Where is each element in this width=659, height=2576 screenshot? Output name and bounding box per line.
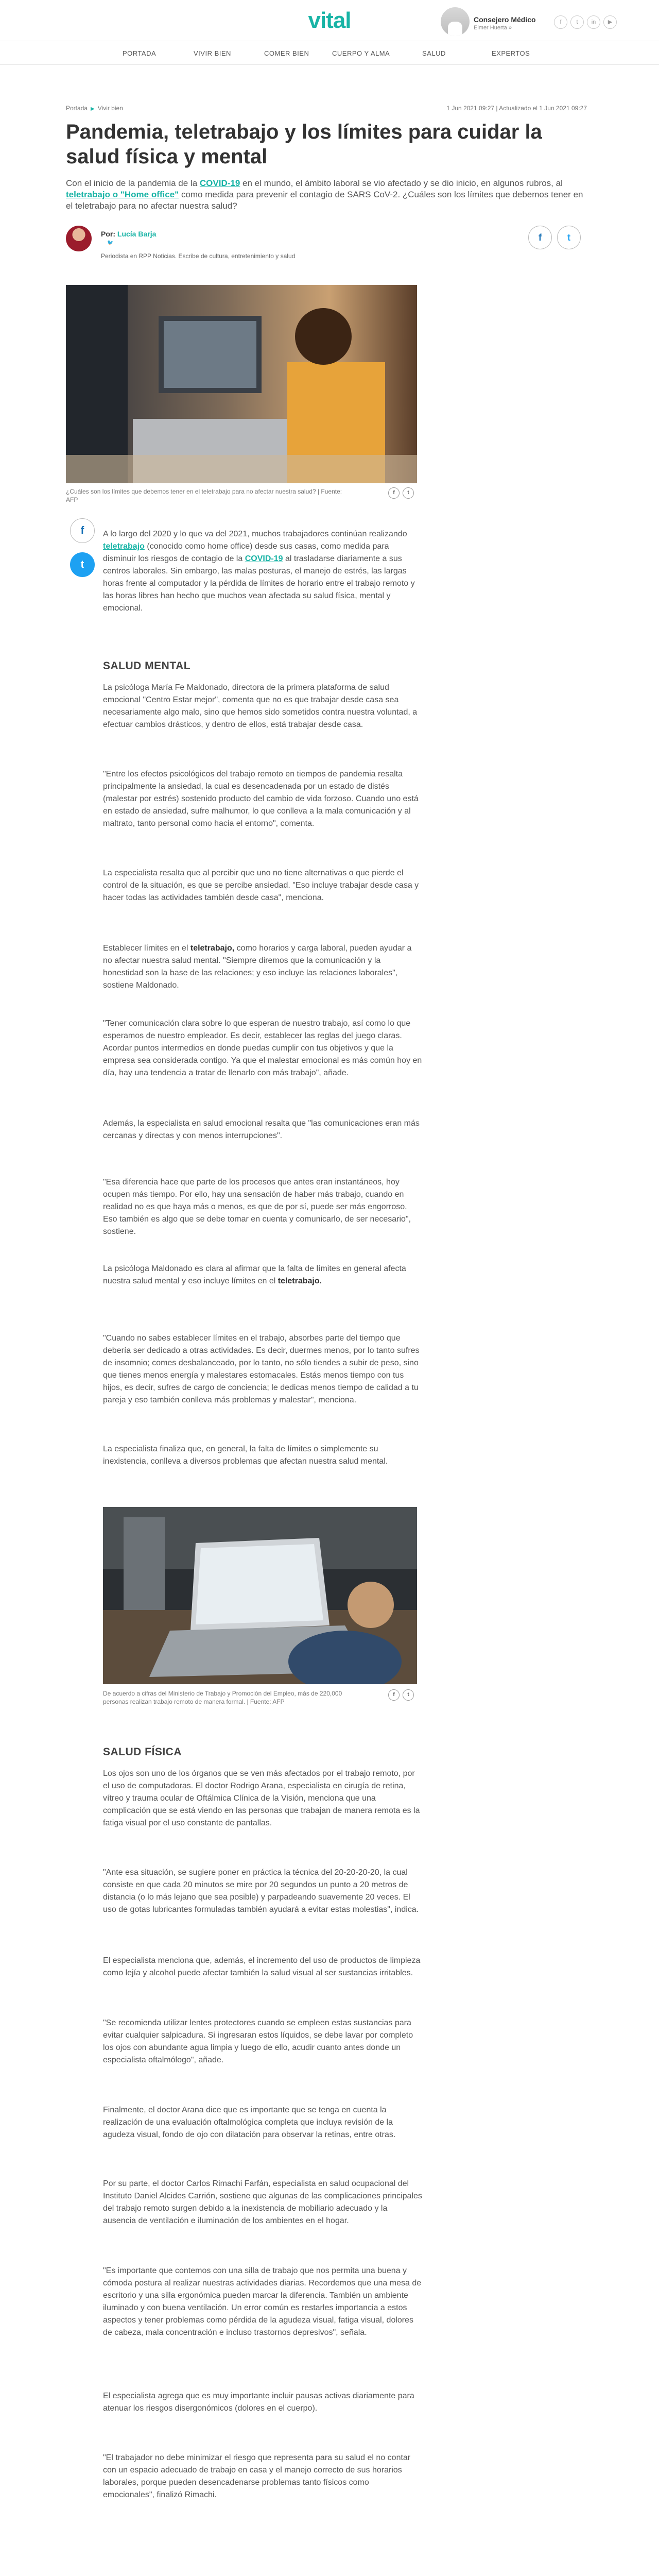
author-avatar[interactable] <box>66 226 92 251</box>
nav-comer-bien[interactable]: COMER BIEN <box>264 49 309 57</box>
article-paragraph: A lo largo del 2020 y lo que va del 2021, muchos trabajadores continúan realizando teletrabajo (conocido como home office) desde sus casas, como medida para disminuir los riesgos de contagio de la COVID-19 al trasladarse diariamente a sus centros laborales. Sin embargo, las malas posturas, el manejo de estrés, las largas horas frente al computador y la pérdida de límites de horario entre el trabajo remoto y las horas libres han hecho que muchos vean afectada su salud física, mental y emocional. <box>103 530 415 613</box>
photo2-facebook-share-icon[interactable]: f <box>388 1689 400 1701</box>
article-paragraph: La psicóloga María Fe Maldonado, directora de la primera plataforma de salud emocional "Centro Estar mejor", comenta que no es que trabajar desde casa sea necesariamente algo malo, sino que hemos sido sometidos contra nuestra voluntad, a efectuar cambios drásticos, y dentro de ellos, está trabajar desde casa. <box>103 683 418 729</box>
article-paragraph: "Tener comunicación clara sobre lo que esperan de nuestro trabajo, así como lo que esperamos de nuestro empleador. Es decir, establecer las reglas del juego claras. Acordar puntos intermedios en donde puedas cumplir con tus objetivos y que la empresa sea considerada contigo. Ya que el malestar emocional es más común hoy en día, hay una tendencia a tratar de llenarlo con más trabajo", añade. <box>103 1019 422 1077</box>
article-second-photo <box>103 1507 417 1684</box>
nav-cuerpo-y-alma[interactable]: CUERPO Y ALMA <box>332 49 390 57</box>
photo2-twitter-share-icon[interactable]: t <box>403 1689 414 1701</box>
consejero-medico-link[interactable] <box>441 5 550 37</box>
author-byline: Por: Lucía Barja <box>101 230 157 238</box>
article-title: Pandemia, teletrabajo y los límites para cuidar la salud física y mental <box>66 121 542 168</box>
facebook-share-button[interactable]: f <box>528 226 552 249</box>
article-main-photo <box>66 285 417 483</box>
nav-salud[interactable]: SALUD <box>422 49 446 57</box>
side-twitter-share-button[interactable]: t <box>70 552 95 577</box>
doctor-avatar <box>441 7 470 36</box>
breadcrumb-home[interactable]: Portada <box>66 105 88 112</box>
article-paragraph: Los ojos son uno de los órganos que se ven más afectados por el trabajo remoto, por el uso de computadoras. El doctor Rodrigo Arana, especialista en cirugía de retina, vítreo y trauma ocular de Oftálmica Clínica de la Visión, menciona que una complicación que se está viendo en las personas que trabajan de manera remota es la fatiga visual por el uso constante de pantallas. <box>103 1769 420 1827</box>
photo1-facebook-share-icon[interactable]: f <box>388 487 400 499</box>
main-nav <box>0 41 659 65</box>
article-paragraph: "Entre los efectos psicológicos del trabajo remoto en tiempos de pandemia resalta principalmente la ansiedad, la cual es desencadenada por un estado de distés (malestar por estrés) sostenido producto del cambio de vida forzoso. Cuando uno está en estado de ansiedad, sufre malhumor, lo que conlleva a la mala comunicación y al maltrato, tanto personal como hacia el entorno", comenta. <box>103 770 419 828</box>
woman-at-laptop-image <box>66 285 417 483</box>
teletrabajo-link[interactable]: teletrabajo o "Home office" <box>66 190 179 199</box>
site-header <box>0 0 659 41</box>
teletrabajo-body-link[interactable]: teletrabajo <box>103 542 145 551</box>
article-paragraph: "Es importante que contemos con una silla de trabajo que nos permita una buena y cómoda postura al realizar nuestras actividades diarias. Recordemos que una mesa de escritorio y una silla ergonómica pueden marcar la diferencia. También un ambiente iluminado y con buena ventilación. Un error común es restarles importancia a estos aspectos y tener problemas como pérdida de la agudeza visual, fatiga visual, dolores de cabeza, mala concentración e incluso trastornos depresivos", señala. <box>103 2266 422 2337</box>
chevron-right-icon: ▶ <box>91 106 95 112</box>
article-paragraph: Además, la especialista en salud emocional resalta que "las comunicaciones eran más cercanas y directas y con menos interrupciones". <box>103 1119 420 1140</box>
article-paragraph: La especialista resalta que al percibir que uno no tiene alternativas o que pierde el control de la situación, es que se percibe ansiedad. "Eso incluye trabajar desde casa y hacer todas las actividades también desde casa", menciona. <box>103 869 419 902</box>
nav-expertos[interactable]: EXPERTOS <box>492 49 530 57</box>
photo1-caption: ¿Cuáles son los límites que debemos tener en el teletrabajo para no afectar nuestra salud? | Fuente: AFP <box>66 488 342 503</box>
nav-vivir-bien[interactable]: VIVIR BIEN <box>194 49 231 57</box>
site-logo[interactable]: vital <box>308 8 351 33</box>
author-name-link[interactable]: Lucía Barja <box>117 230 157 238</box>
instagram-icon[interactable]: in <box>587 15 600 29</box>
covid-body-link[interactable]: COVID-19 <box>245 554 283 563</box>
article-paragraph: Por su parte, el doctor Carlos Rimachi Farfán, especialista en salud ocupacional del Instituto Daniel Alcides Carrión, sostiene que algunas de las complicaciones principales del trabajo remoto surgen debido a la inexistencia de mobiliario adecuado y la ausencia de ventilación e iluminación de los ambientes en el hogar. <box>103 2179 422 2225</box>
section-heading-salud-mental: SALUD MENTAL <box>103 660 191 672</box>
photo1-twitter-share-icon[interactable]: t <box>403 487 414 499</box>
article-paragraph: El especialista agrega que es muy importante incluir pausas activas diariamente para atenuar los riesgos disergonómicos (dolores en el cuerpo). <box>103 2392 414 2413</box>
consejero-title: Consejero Médico <box>474 15 536 24</box>
article-paragraph: Finalmente, el doctor Arana dice que es importante que se tenga en cuenta la realización de una evaluación oftalmológica completa que incluya revisión de la agudeza visual, fondo de ojo con dilatación para observar la retinas, entre otras. <box>103 2106 396 2139</box>
article-paragraph: "El trabajador no debe minimizar el riesgo que representa para su salud el no contar con un espacio adecuado de trabajo en casa y el manejo correcto de sus horarios laborales, porque pueden desencadenarse problemas tanto físicos como emocionales", finalizó Rimachi. <box>103 2453 411 2499</box>
article-paragraph: El especialista menciona que, además, el incremento del uso de productos de limpieza como lejía y alcohol puede afectar también la salud visual al ser sustancias irritables. <box>103 1956 421 1977</box>
youtube-icon[interactable]: ▶ <box>603 15 617 29</box>
breadcrumb <box>66 105 123 112</box>
laptop-remote-work-image <box>103 1507 417 1684</box>
article-paragraph: "Esa diferencia hace que parte de los procesos que antes eran instantáneos, hoy ocupen más tiempo. Por ello, hay una sensación de haber más trabajo, cuando en realidad no es que haya más o menos, es que de por sí, puede ser más engorroso. Eso también es algo que se debe tomar en cuenta y comunicarlo, de ser necesario", sostiene. <box>103 1178 411 1236</box>
article-lead: Con el inicio de la pandemia de la COVID-19 en el mundo, el ámbito laboral se vio afectado y se dio inicio, en algunos rubros, al teletrabajo o "Home office" como medida para prevenir el contagio de SARS CoV-2. ¿Cuáles son los límites que debemos tener en el teletrabajo para no afectar nuestra salud? <box>66 178 583 211</box>
author-description: Periodista en RPP Noticias. Escribe de cultura, entretenimiento y salud <box>101 252 296 260</box>
side-facebook-share-button[interactable]: f <box>70 518 95 543</box>
twitter-icon[interactable]: t <box>570 15 584 29</box>
facebook-icon[interactable]: f <box>554 15 567 29</box>
section-heading-salud-fisica: SALUD FÍSICA <box>103 1746 182 1758</box>
article-paragraph: Establecer límites en el teletrabajo, como horarios y carga laboral, pueden ayudar a no afectar nuestra salud mental. "Siempre diremos que la comunicación y la honestidad son la base de las relaciones; y eso incluye las relaciones laborales", sostiene Maldonado. <box>103 944 412 990</box>
article-paragraph: "Ante esa situación, se sugiere poner en práctica la técnica del 20-20-20-20, la cual consiste en que cada 20 minutos se mire por 20 segundos un punto a 20 metros de distancia (o lo más lejano que sea posible) y parpadeando suavemente 20 veces. El uso de gotas lubricantes formuladas también ayudará a evitar estas molestias", indica. <box>103 1868 419 1914</box>
photo2-caption: De acuerdo a cifras del Ministerio de Trabajo y Promoción del Empleo, más de 220,000 personas realizan trabajo remoto de manera formal. | Fuente: AFP <box>103 1690 342 1705</box>
article-paragraph: "Cuando no sabes establecer límites en el trabajo, absorbes parte del tiempo que debería ser dedicado a otras actividades. Es decir, duermes menos, por lo tanto sufres de insomnio; comes desbalanceado, por lo tanto, no sólo tiendes a subir de peso, sino que tienes menos energía y malestares estomacales. Estás menos tiempo con tus hijos, es decir, sufres de cargo de conciencia; le dedicas menos tiempo de calidad a tu pareja y eso también conlleva más problemas y malestar", menciona. <box>103 1334 420 1404</box>
publish-dates: 1 Jun 2021 09:27 | Actualizado el 1 Jun 2021 09:27 <box>446 105 587 112</box>
consejero-subtitle: Elmer Huerta » <box>474 25 512 31</box>
twitter-share-button[interactable]: t <box>557 226 581 249</box>
covid-link[interactable]: COVID-19 <box>199 178 240 188</box>
breadcrumb-section[interactable]: Vivir bien <box>97 105 123 112</box>
article-paragraph: "Se recomienda utilizar lentes protectores cuando se empleen estas sustancias para evitar cualquier salpicadura. Si ingresaran estos líquidos, se debe lavar por completo los ojos con abundante agua limpia y luego de ello, acudir cuanto antes donde un especialista oftalmólogo", añade. <box>103 2019 413 2064</box>
nav-portada[interactable]: PORTADA <box>123 49 157 57</box>
author-twitter-icon[interactable]: 🐦 <box>107 240 114 246</box>
article-paragraph: La psicóloga Maldonado es clara al afirmar que la falta de límites en general afecta nuestra salud mental y eso incluye límites en el teletrabajo. <box>103 1264 406 1285</box>
article-paragraph: La especialista finaliza que, en general, la falta de límites o simplemente su inexistencia, conlleva a diversos problemas que afectan nuestra salud mental. <box>103 1445 388 1466</box>
